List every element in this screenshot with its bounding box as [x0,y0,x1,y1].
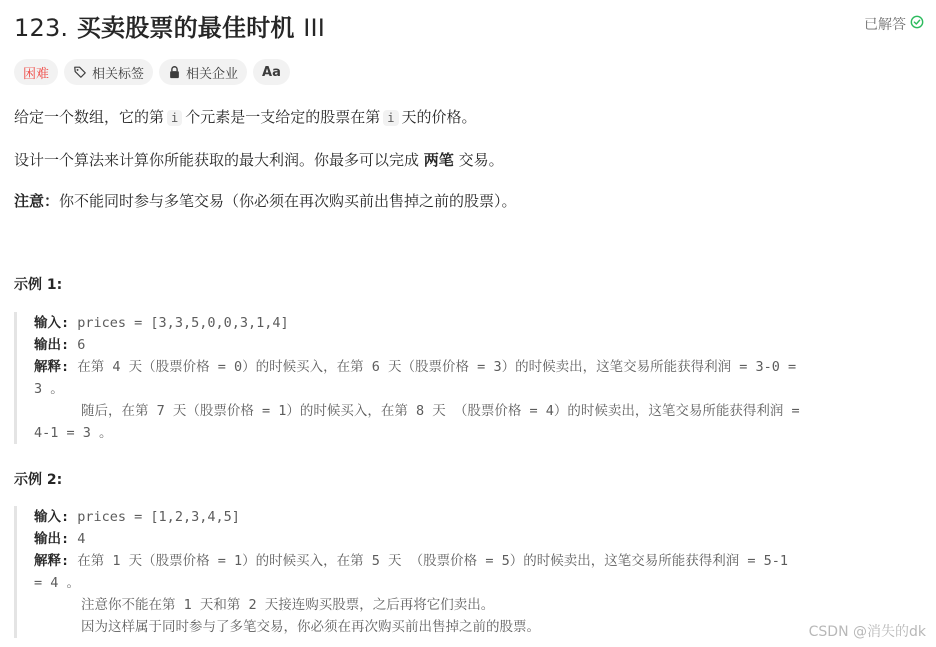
text-segment: 个元素是一支给定的股票在第 [185,108,381,126]
page-title[interactable] [14,8,325,43]
example-input-line [34,312,923,334]
description-paragraph-1 [14,106,477,127]
text-segment: 交易。 [458,151,504,169]
text-segment: 给定一个数组，它的第 [14,108,165,126]
title-row [14,6,924,44]
tag-icon [73,65,87,79]
related-companies-label: 相关企业 [186,66,239,82]
inline-code: i [383,110,398,126]
solved-status [864,14,924,34]
translate-button[interactable] [253,59,290,85]
example-output-line [34,528,923,550]
example-1-block [14,312,923,444]
input-label: 输入: [34,315,70,331]
check-circle-icon [910,15,924,33]
example-output-line [34,334,923,356]
watermark: CSDN @消失的dk [808,624,926,640]
example-explain-line [34,550,923,572]
output-label: 输出: [34,531,70,547]
example-explain-line: = 4 。 [34,575,81,591]
input-value: prices = [3,3,5,0,0,3,1,4] [77,315,289,331]
text-segment: 天的价格。 [401,108,477,126]
related-companies-button[interactable] [159,59,247,85]
input-value: prices = [1,2,3,4,5] [77,509,240,525]
related-tags-label: 相关标签 [92,66,145,82]
example-explain-line: 随后，在第 7 天（股票价格 = 1）的时候买入，在第 8 天 （股票价格 = 4）的时候卖出，这笔交易所能获得利润 = [81,403,800,419]
lock-icon [168,65,181,79]
example-explain-line: 因为这样属于同时参与了多笔交易，你必须在再次购买前出售掉之前的股票。 [81,619,540,635]
input-label: 输入: [34,509,70,525]
text-segment: 设计一个算法来计算你所能获取的最大利润。你最多可以完成 [14,151,420,169]
example-2-heading: 示例 2: [14,472,63,488]
difficulty-badge [14,59,58,85]
explain-text: 在第 1 天（股票价格 = 1）的时候买入，在第 5 天 （股票价格 = 5）的时候卖出，这笔交易所能获得利润 = 5-1 [77,553,788,569]
output-label: 输出: [34,337,70,353]
inline-code: i [167,110,182,126]
translate-icon: Aa [262,64,281,80]
solved-label: 已解答 [864,17,906,33]
difficulty-label: 困难 [23,66,50,82]
description-paragraph-3 [14,190,517,211]
problem-number: 123. [14,14,69,42]
output-value: 4 [77,531,86,547]
problem-title-suffix: III [303,14,326,42]
note-label: 注意： [14,192,60,210]
problem-title: 买卖股票的最佳时机 [76,14,295,42]
related-tags-button[interactable] [64,59,153,85]
example-2-block [14,506,923,638]
example-explain-line: 4-1 = 3 。 [34,425,113,441]
example-input-line [34,506,923,528]
explain-text: 在第 4 天（股票价格 = 0）的时候买入，在第 6 天（股票价格 = 3）的时候卖出，这笔交易所能获得利润 = 3-0 = [77,359,797,375]
note-text: 你不能同时参与多笔交易（你必须在再次购买前出售掉之前的股票）。 [59,192,517,210]
output-value: 6 [77,337,86,353]
example-explain-line: 3 。 [34,381,64,397]
description-paragraph-2 [14,149,504,170]
explain-label: 解释: [34,553,70,569]
tag-bar [14,59,290,85]
bold-text: 两笔 [423,151,454,169]
example-1-heading: 示例 1: [14,277,63,293]
example-explain-line: 注意你不能在第 1 天和第 2 天接连购买股票，之后再将它们卖出。 [81,597,495,613]
example-explain-line [34,356,923,378]
explain-label: 解释: [34,359,70,375]
